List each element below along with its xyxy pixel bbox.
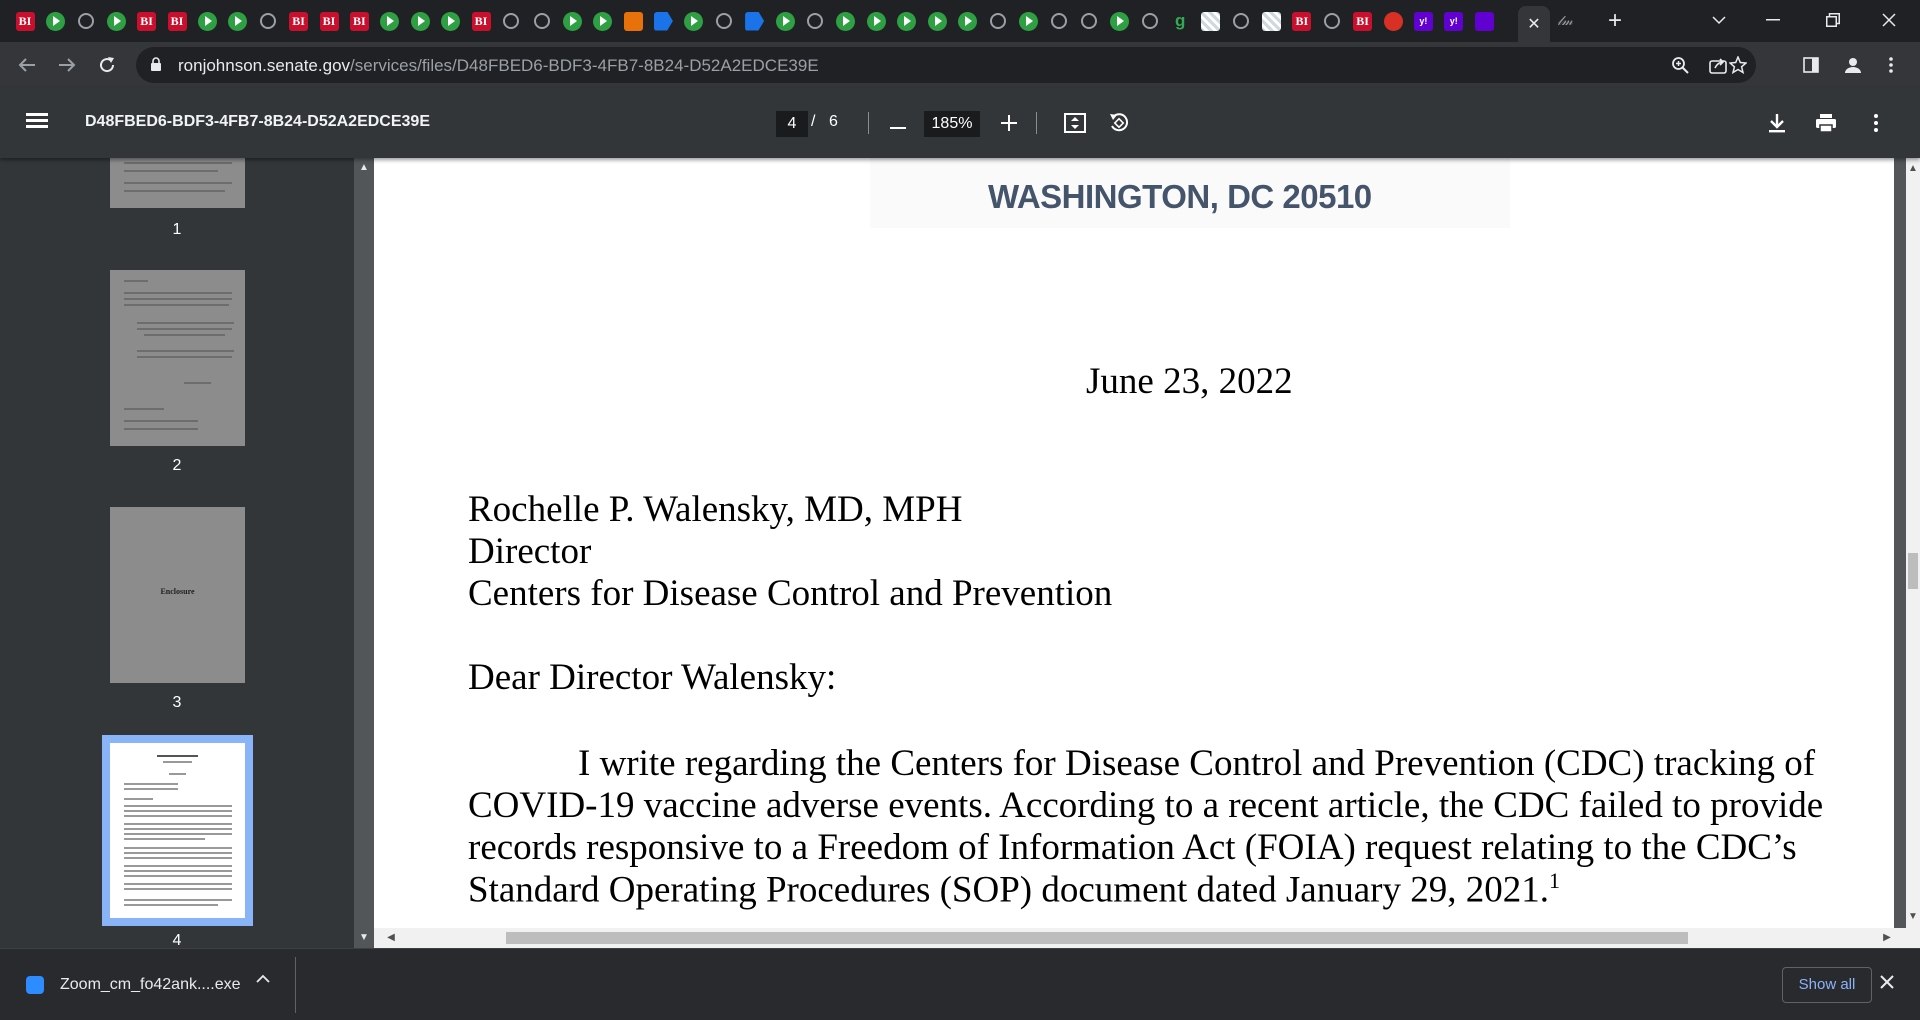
browser-tab[interactable] xyxy=(772,6,798,36)
thumbnail-text-line xyxy=(124,899,232,901)
address-bar[interactable] xyxy=(136,47,1756,83)
play-icon xyxy=(867,12,886,31)
browser-tab[interactable] xyxy=(1319,6,1345,36)
thumbnail-text-line xyxy=(124,870,232,872)
thumbnail-text-line xyxy=(124,428,198,430)
body-line: I write regarding the Centers for Disease Control and Prevention (CDC) tracking of xyxy=(578,743,1816,784)
thumbnail-text-line xyxy=(124,182,232,184)
body-line: records responsive to a Freedom of Information Act (FOIA) request relating to the CDC’s xyxy=(468,827,1797,868)
play-icon xyxy=(1110,12,1129,31)
thumbnail-text-line xyxy=(124,280,148,282)
thumbnail-text-line xyxy=(184,382,211,384)
bookmark-icon xyxy=(624,12,643,31)
zoom-app-icon xyxy=(26,976,44,994)
thumbnail-text-line xyxy=(124,833,232,835)
browser-tab[interactable] xyxy=(1106,6,1132,36)
reload-icon xyxy=(98,56,116,74)
browser-tab[interactable] xyxy=(985,6,1011,36)
globe-icon xyxy=(78,13,94,29)
thumbnail-text-line xyxy=(124,815,232,817)
thumbnail-text-line xyxy=(169,773,185,775)
active-tab[interactable] xyxy=(1518,6,1550,42)
restore-icon xyxy=(1826,13,1840,27)
tab[interactable] xyxy=(1552,6,1578,36)
thumbnail-text-line xyxy=(137,328,232,330)
tab-search-button[interactable] xyxy=(1696,0,1742,40)
thumbnail-text-line xyxy=(124,865,232,867)
body-line: COVID-19 vaccine adverse events. According to a recent article, the CDC failed to provide xyxy=(468,785,1824,826)
globe-icon xyxy=(1081,13,1097,29)
document-tab-icon: 𝓁𝓂 xyxy=(1557,13,1573,28)
thumbnail-text-line xyxy=(124,298,232,300)
tab-strip xyxy=(0,0,1920,42)
thumbnail-text-line xyxy=(157,755,198,757)
play-icon xyxy=(228,12,247,31)
reload-button[interactable] xyxy=(92,50,122,80)
scroll-down-arrow-icon[interactable]: ▼ xyxy=(1908,911,1918,922)
globe-icon xyxy=(990,13,1006,29)
browser-tab[interactable] xyxy=(225,6,251,36)
browser-tab[interactable] xyxy=(529,6,555,36)
chevron-up-icon xyxy=(256,974,270,984)
browser-tab[interactable] xyxy=(1410,6,1436,36)
thumbnail-text-line xyxy=(124,828,232,830)
thumbnail-page xyxy=(110,743,245,918)
download-filename[interactable]: Zoom_cm_fo42ank....exe xyxy=(60,976,241,993)
restore-button[interactable] xyxy=(1810,0,1856,40)
bi-icon: BI xyxy=(320,12,339,31)
play-icon xyxy=(46,12,65,31)
thumbnail-text-line xyxy=(163,761,193,763)
back-button[interactable] xyxy=(12,50,42,80)
thumbnail-text-line xyxy=(144,334,225,336)
thumbnail-text-line xyxy=(124,904,219,906)
play-icon xyxy=(107,12,126,31)
body-line-last xyxy=(468,868,1560,911)
back-arrow-icon xyxy=(18,57,36,73)
thumbnail-text-line xyxy=(124,883,232,885)
page-thumbnail-2[interactable] xyxy=(110,270,245,446)
browser-menu-button[interactable] xyxy=(1876,50,1906,80)
thumbnail-text-line xyxy=(124,170,219,172)
thumbnail-text-line xyxy=(137,350,234,352)
download-options-button[interactable] xyxy=(256,971,270,989)
browser-tab[interactable] xyxy=(346,6,372,36)
play-icon xyxy=(441,12,460,31)
play-icon xyxy=(684,12,703,31)
vertical-scrollbar-thumb[interactable] xyxy=(1908,553,1918,589)
letter-date: June 23, 2022 xyxy=(1086,361,1293,402)
thumbnail-text-line xyxy=(124,805,232,807)
yahoo-icon: y! xyxy=(1444,12,1463,31)
browser-tab[interactable] xyxy=(833,6,859,36)
thumbnail-text-line xyxy=(124,847,232,849)
browser-tab[interactable] xyxy=(103,6,129,36)
browser-tab[interactable] xyxy=(742,6,768,36)
browser-tab[interactable] xyxy=(134,6,160,36)
footnote-marker[interactable]: 1 xyxy=(1548,868,1560,893)
browser-tab[interactable] xyxy=(407,6,433,36)
close-window-button[interactable] xyxy=(1866,0,1912,40)
thumbnail-text-line xyxy=(124,190,225,192)
letterhead-city: WASHINGTON, DC 20510 xyxy=(988,178,1372,215)
play-icon xyxy=(593,12,612,31)
browser-tab[interactable] xyxy=(1167,6,1193,36)
hamburger-icon xyxy=(26,113,48,116)
thumbnail-text-line xyxy=(124,888,232,890)
thumbnail-text-line xyxy=(124,875,232,877)
chevron-down-icon xyxy=(1712,15,1726,25)
toolbar-divider xyxy=(1036,112,1037,134)
document-viewport[interactable] xyxy=(354,158,1920,948)
thumbnail-text-line xyxy=(124,783,178,785)
play-icon xyxy=(1019,12,1038,31)
scroll-up-arrow-icon[interactable]: ▲ xyxy=(1908,163,1918,174)
arrow-tag-icon xyxy=(654,12,673,31)
thumbnail-label: 3 xyxy=(172,694,182,711)
globe-icon xyxy=(1051,13,1067,29)
globe-icon xyxy=(503,13,519,29)
bi-icon: BI xyxy=(472,12,491,31)
thumbnail-text-line xyxy=(124,798,154,800)
url-text xyxy=(178,56,819,76)
thumbnail-label: 4 xyxy=(172,932,182,948)
browser-tab[interactable] xyxy=(559,6,585,36)
bi-icon: BI xyxy=(137,12,156,31)
thumbnail-label: 2 xyxy=(172,457,182,474)
yahoo-icon: y! xyxy=(1414,12,1433,31)
salutation: Dear Director Walensky: xyxy=(468,657,837,698)
browser-tab[interactable] xyxy=(1046,6,1072,36)
thumbnail-text-line xyxy=(124,823,232,825)
magnifier-plus-icon xyxy=(1671,56,1689,74)
profile-button[interactable] xyxy=(1838,50,1868,80)
recipient-name: Rochelle P. Walensky, MD, MPH xyxy=(468,489,963,530)
zoom-indicator-button[interactable] xyxy=(1668,53,1692,77)
browser-tab[interactable] xyxy=(164,6,190,36)
thumbnail-label: 1 xyxy=(172,221,182,238)
zoom-out-button[interactable] xyxy=(885,110,911,136)
bi-icon: BI xyxy=(289,12,308,31)
thumbnail-text-line xyxy=(137,322,234,324)
zoom-input[interactable]: 185% xyxy=(924,111,980,137)
print-button[interactable] xyxy=(1812,109,1840,137)
minus-icon xyxy=(890,127,906,129)
thumbnail-text-line xyxy=(124,408,165,410)
globe-icon xyxy=(807,13,823,29)
browser-tab[interactable] xyxy=(377,6,403,36)
browser-tab[interactable] xyxy=(1198,6,1224,36)
scroll-right-arrow-icon[interactable]: ▶ xyxy=(1883,932,1891,943)
vertical-scrollbar[interactable] xyxy=(1906,158,1920,948)
kebab-menu-icon xyxy=(1874,114,1878,132)
close-icon xyxy=(1882,13,1896,27)
thumbnail-text-line xyxy=(124,810,232,812)
arrow-tag-icon xyxy=(745,12,764,31)
thumbnail-text-line xyxy=(137,356,232,358)
body-line-text: Standard Operating Procedures (SOP) document dated January 29, 2021. xyxy=(468,869,1549,911)
globe-icon xyxy=(1324,13,1340,29)
browser-tab[interactable] xyxy=(286,6,312,36)
show-all-downloads-button[interactable]: Show all xyxy=(1782,967,1872,1003)
browser-tab[interactable] xyxy=(650,6,676,36)
document-title: D48FBED6-BDF3-4FB7-8B24-D52A2EDCE39E xyxy=(85,113,430,130)
page-separator: / xyxy=(811,113,816,130)
thumbnail-text-line xyxy=(124,292,232,294)
hamburger-icon-line xyxy=(26,125,48,128)
pdf-toolbar xyxy=(0,88,1920,158)
page-total: 6 xyxy=(829,113,838,130)
browser-tab[interactable] xyxy=(1289,6,1315,36)
red-icon xyxy=(1384,12,1403,31)
page-thumbnail-3[interactable] xyxy=(110,507,245,683)
globe-icon xyxy=(260,13,276,29)
download-icon xyxy=(1768,113,1786,133)
browser-tab[interactable] xyxy=(954,6,980,36)
pdf-page xyxy=(374,158,1894,928)
fit-page-icon xyxy=(1064,113,1086,133)
new-tab-button[interactable]: + xyxy=(1607,7,1622,34)
g-icon: g xyxy=(1174,11,1186,30)
pdf-more-actions-button[interactable] xyxy=(1862,109,1890,137)
rotate-icon xyxy=(1108,112,1130,134)
horizontal-scrollbar-thumb[interactable] xyxy=(506,932,1688,944)
minimize-button[interactable] xyxy=(1750,0,1796,40)
play-icon xyxy=(563,12,582,31)
recipient-title: Director xyxy=(468,531,592,572)
play-icon xyxy=(897,12,916,31)
zoom-in-button[interactable] xyxy=(995,108,1023,136)
browser-tab[interactable] xyxy=(1380,6,1406,36)
hamburger-icon-line xyxy=(26,119,48,122)
lock-icon xyxy=(150,57,162,71)
browser-tab[interactable] xyxy=(498,6,524,36)
browser-tab[interactable] xyxy=(73,6,99,36)
close-icon xyxy=(1880,975,1894,989)
browser-tab[interactable] xyxy=(1137,6,1163,36)
bi-icon: BI xyxy=(16,12,35,31)
forward-arrow-icon xyxy=(58,57,76,73)
browser-tab[interactable] xyxy=(590,6,616,36)
sidebar-scroll-down-icon[interactable]: ▼ xyxy=(359,932,369,943)
rotate-button[interactable] xyxy=(1105,109,1133,137)
browser-tab[interactable] xyxy=(1228,6,1254,36)
play-icon xyxy=(836,12,855,31)
play-icon xyxy=(411,12,430,31)
plus-icon xyxy=(1001,115,1017,131)
toolbar-divider xyxy=(868,112,869,134)
globe-icon xyxy=(716,13,732,29)
page-number-input[interactable]: 4 xyxy=(776,111,808,137)
bi-icon: BI xyxy=(1292,12,1311,31)
browser-tab[interactable] xyxy=(255,6,281,36)
sidebar-scroll-up-icon[interactable]: ▲ xyxy=(359,162,369,173)
browser-tab[interactable] xyxy=(468,6,494,36)
thumbnail-enclosure-text: Enclosure xyxy=(160,587,195,596)
thumbnail-text-line xyxy=(124,852,232,854)
browser-tab[interactable] xyxy=(924,6,950,36)
browser-toolbar xyxy=(0,42,1920,88)
globe-icon xyxy=(1142,13,1158,29)
recipient-organization: Centers for Disease Control and Prevention xyxy=(468,573,1113,614)
browser-tab[interactable] xyxy=(316,6,342,36)
url-host: ronjohnson.senate.gov xyxy=(178,56,351,75)
thumbnail-text-line xyxy=(124,788,178,790)
play-icon xyxy=(958,12,977,31)
play-icon xyxy=(380,12,399,31)
bookmark-star-button[interactable] xyxy=(1726,53,1750,77)
thumbnail-text-line xyxy=(124,304,229,306)
thumbnail-sidebar[interactable] xyxy=(0,158,354,948)
fit-to-page-button[interactable] xyxy=(1061,109,1089,137)
share-icon xyxy=(1709,56,1727,74)
browser-tab[interactable] xyxy=(681,6,707,36)
bi-icon: BI xyxy=(350,12,369,31)
globe-icon xyxy=(534,13,550,29)
page-thumbnail-1[interactable] xyxy=(110,158,245,208)
image-icon xyxy=(1201,12,1220,31)
download-button[interactable] xyxy=(1763,109,1791,137)
browser-tab[interactable] xyxy=(894,6,920,36)
play-icon xyxy=(928,12,947,31)
page-thumbnail-4-selected[interactable] xyxy=(102,735,253,926)
yahoo-mail-icon xyxy=(1475,12,1494,31)
browser-tab[interactable] xyxy=(1471,6,1497,36)
bi-icon: BI xyxy=(168,12,187,31)
browser-tab[interactable] xyxy=(1015,6,1041,36)
close-tab-icon[interactable]: ✕ xyxy=(1527,16,1541,33)
browser-tab[interactable] xyxy=(1350,6,1376,36)
thumbnail-text-line xyxy=(124,162,232,164)
minimize-icon xyxy=(1766,19,1780,21)
kebab-menu-icon xyxy=(1889,57,1893,73)
url-path: /services/files/D48FBED6-BDF3-4FB7-8B24-D52A2EDCE39E xyxy=(350,56,819,75)
browser-tab[interactable] xyxy=(802,6,828,36)
browser-tab[interactable] xyxy=(1076,6,1102,36)
bi-icon: BI xyxy=(1353,12,1372,31)
star-icon xyxy=(1729,56,1747,74)
browser-tab[interactable] xyxy=(711,6,737,36)
browser-tab[interactable] xyxy=(863,6,889,36)
print-icon xyxy=(1815,113,1837,133)
thumbnail-text-line xyxy=(124,857,232,859)
thumbnail-text-line xyxy=(124,420,198,422)
sidebar-toggle-button[interactable] xyxy=(26,110,52,136)
close-shelf-button[interactable] xyxy=(1880,969,1894,995)
browser-tab[interactable] xyxy=(438,6,464,36)
shelf-divider xyxy=(295,957,296,1013)
profile-icon xyxy=(1844,56,1862,74)
side-panel-icon xyxy=(1803,57,1819,73)
download-shelf xyxy=(0,948,1920,1020)
side-panel-button[interactable] xyxy=(1796,50,1826,80)
browser-tab[interactable] xyxy=(12,6,38,36)
browser-tab[interactable] xyxy=(620,6,646,36)
browser-tab[interactable] xyxy=(1258,6,1284,36)
horizontal-scrollbar[interactable] xyxy=(374,928,1906,948)
play-icon xyxy=(198,12,217,31)
play-icon xyxy=(776,12,795,31)
globe-icon xyxy=(1233,13,1249,29)
browser-tab[interactable] xyxy=(42,6,68,36)
browser-tab[interactable] xyxy=(194,6,220,36)
scroll-left-arrow-icon[interactable]: ◀ xyxy=(387,932,395,943)
image-icon xyxy=(1262,12,1281,31)
thumbnail-text-line xyxy=(124,838,205,840)
browser-tab[interactable] xyxy=(1441,6,1467,36)
forward-button[interactable] xyxy=(52,50,82,80)
